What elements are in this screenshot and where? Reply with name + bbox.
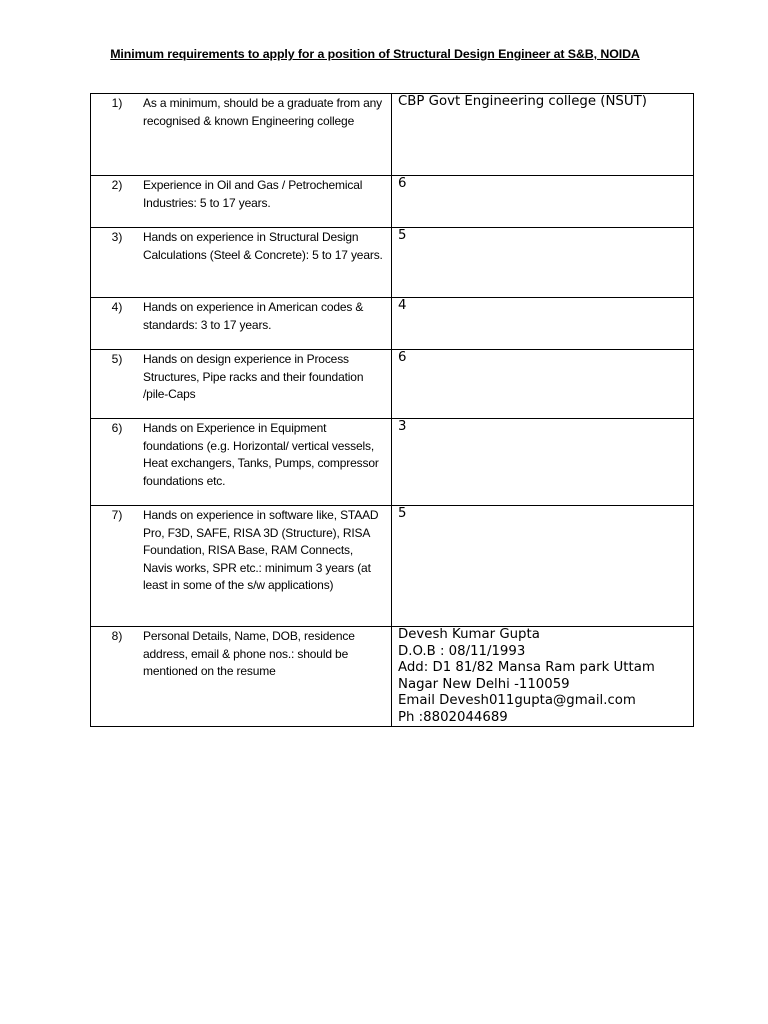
personal-details-text: Devesh Kumar Gupta D.O.B : 08/11/1993 Add: D1 81/82 Mansa Ram park Uttam Nagar New Delhi -110059 Email Devesh011gupta@gmail.com Ph :8802044689 (398, 627, 655, 725)
row-number: 1) (111, 96, 123, 110)
table-row (91, 419, 694, 506)
row-number: 8) (111, 629, 123, 643)
answer-text: 3 (398, 419, 407, 434)
answer-text: 5 (398, 228, 407, 243)
document-title: Minimum requirements to apply for a position of Structural Design Engineer at S&B, NOIDA (110, 47, 640, 61)
requirement-cell (91, 627, 392, 727)
table-row (91, 627, 694, 727)
answer-cell (392, 228, 694, 298)
answer-text: 6 (398, 350, 407, 365)
answer-cell (392, 298, 694, 350)
answer-cell (392, 627, 694, 727)
answer-cell (392, 350, 694, 419)
table-row (91, 506, 694, 627)
requirement-text: Personal Details, Name, DOB, residence address, email & phone nos.: should be mentioned on the resume (143, 629, 355, 678)
requirement-text: Hands on design experience in Process Structures, Pipe racks and their foundation /pile-Caps (143, 352, 364, 401)
answer-cell (392, 506, 694, 627)
requirement-cell (91, 419, 392, 506)
requirement-text: As a minimum, should be a graduate from any recognised & known Engineering college (143, 96, 383, 128)
row-number: 5) (111, 352, 123, 366)
table-row (91, 228, 694, 298)
row-number: 7) (111, 508, 123, 522)
answer-cell (392, 419, 694, 506)
answer-cell (392, 94, 694, 176)
table-row (91, 94, 694, 176)
requirement-cell (91, 94, 392, 176)
table-row (91, 176, 694, 228)
answer-text: CBP Govt Engineering college (NSUT) (398, 94, 647, 109)
requirement-text: Experience in Oil and Gas / Petrochemical Industries: 5 to 17 years. (143, 178, 363, 210)
requirement-text: Hands on experience in American codes & standards: 3 to 17 years. (143, 300, 364, 332)
requirements-table (90, 93, 694, 727)
requirement-text: Hands on experience in Structural Design Calculations (Steel & Concrete): 5 to 17 years. (143, 230, 383, 262)
requirement-cell (91, 228, 392, 298)
answer-cell (392, 176, 694, 228)
answer-text: 5 (398, 506, 407, 521)
row-number: 3) (111, 230, 123, 244)
requirement-cell (91, 350, 392, 419)
table-row (91, 298, 694, 350)
requirement-cell (91, 298, 392, 350)
row-number: 2) (111, 178, 123, 192)
requirement-text: Hands on experience in software like, STAAD Pro, F3D, SAFE, RISA 3D (Structure), RISA Foundation, RISA Base, RAM Connects, Navis works, SPR etc.: minimum 3 years (at least in some of the s/w applications) (143, 508, 379, 592)
row-number: 6) (111, 421, 123, 435)
answer-text: 4 (398, 298, 407, 313)
requirement-text: Hands on Experience in Equipment foundations (e.g. Horizontal/ vertical vessels, Heat exchangers, Tanks, Pumps, compressor foundations etc. (143, 421, 379, 488)
answer-text: 6 (398, 176, 407, 191)
row-number: 4) (111, 300, 123, 314)
table-row (91, 350, 694, 419)
requirement-cell (91, 506, 392, 627)
requirement-cell (91, 176, 392, 228)
